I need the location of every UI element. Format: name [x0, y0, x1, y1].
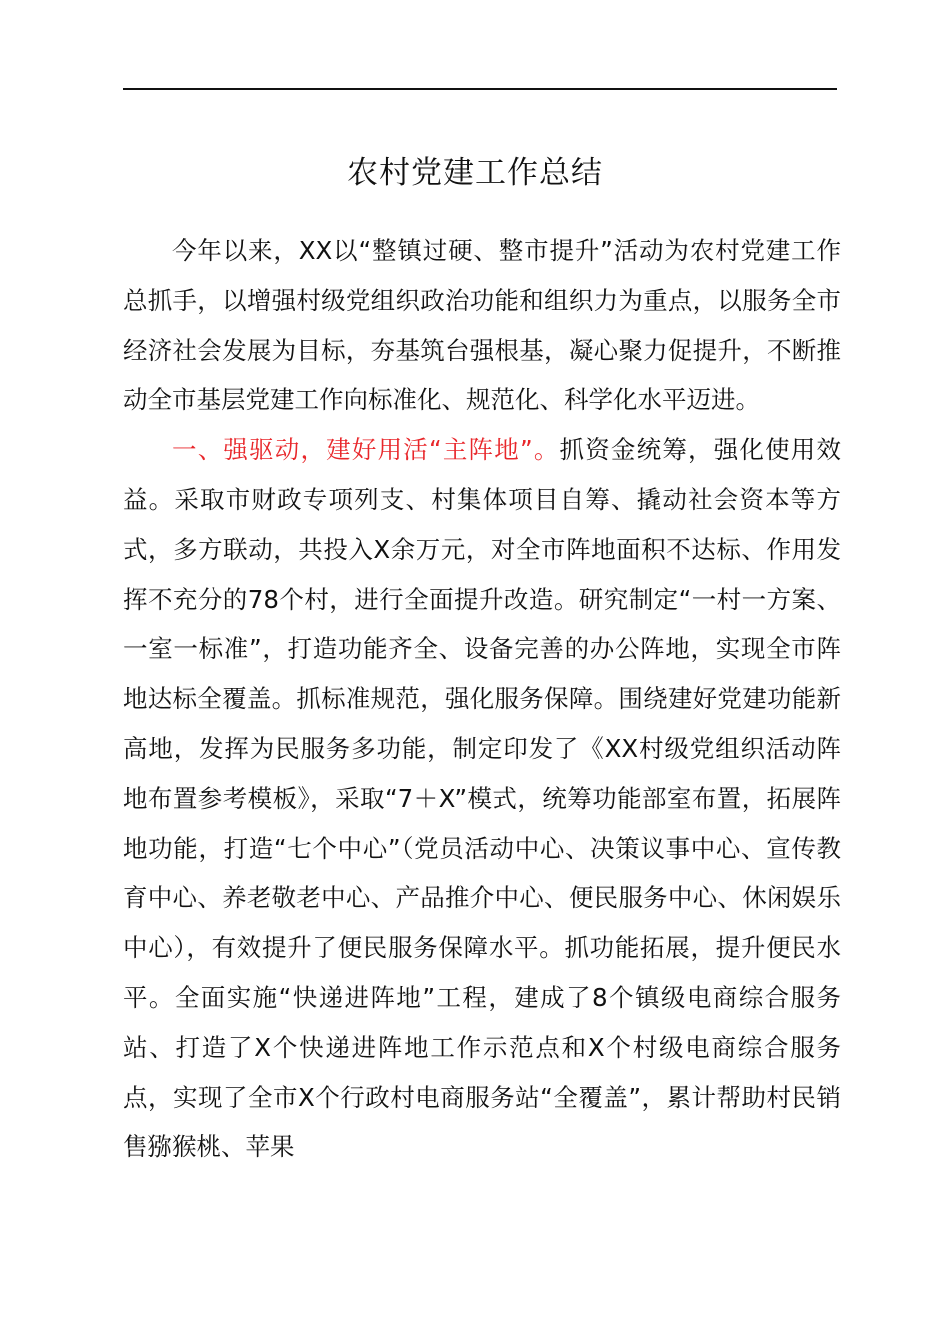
section-1-heading: 一、强驱动，建好用活“主阵地”。 — [172, 435, 560, 465]
document-title: 农村党建工作总结 — [347, 155, 603, 191]
document-body — [123, 226, 841, 1172]
section-1-paragraph — [123, 425, 841, 1172]
header-rule — [123, 88, 837, 90]
intro-paragraph: 今年以来，XX以“整镇过硬、整市提升”活动为农村党建工作总抓手，以增强村级党组织政治功能和组织力为重点，以服务全市经济社会发展为目标，夯基筑台强根基，凝心聚力促提升，不断推动全市基层党建工作向标准化、规范化、科学化水平迈进。 — [123, 236, 841, 415]
section-1-body: 抓资金统筹，强化使用效益。采取市财政专项列支、村集体项目自筹、撬动社会资本等方式，多方联动，共投入X余万元，对全市阵地面积不达标、作用发挥不充分的78个村，进行全面提升改造。研究制定“一村一方案、一室一标准”，打造功能齐全、设备完善的办公阵地，实现全市阵地达标全覆盖。抓标准规范，强化服务保障。围绕建好党建功能新高地，发挥为民服务多功能，制定印发了《XX村级党组织活动阵地布置参考模板》，采取“7＋X”模式，统筹功能部室布置，拓展阵地功能，打造“七个中心”（党员活动中心、决策议事中心、宣传教育中心、养老敬老中心、产品推介中心、便民服务中心、休闲娱乐中心），有效提升了便民服务保障水平。抓功能拓展，提升便民水平。全面实施“快递进阵地”工程，建成了8个镇级电商综合服务站、打造了X个快递进阵地工作示范点和X个村级电商综合服务点，实现了全市X个行政村电商服务站“全覆盖”，累计帮助村民销售猕猴桃、苹果 — [123, 435, 841, 1162]
